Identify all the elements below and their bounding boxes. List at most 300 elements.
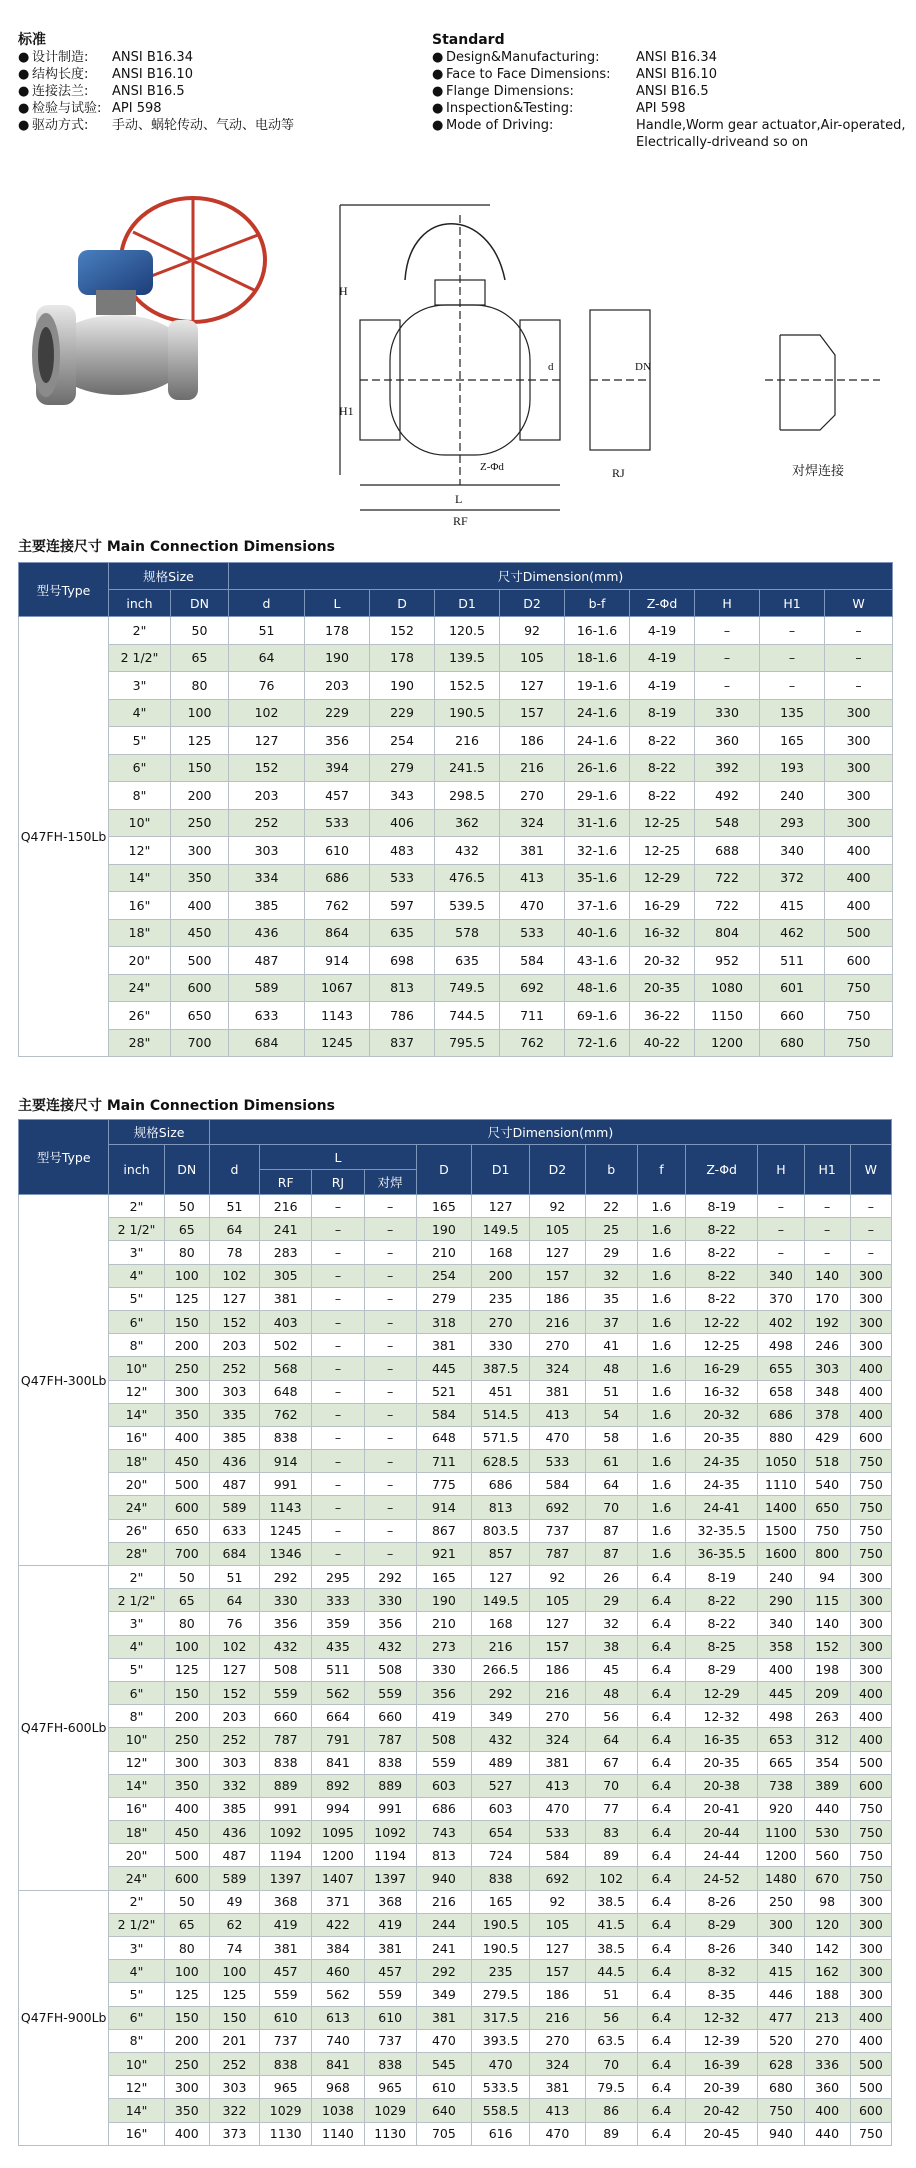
table-cell: 250 — [758, 1890, 804, 1913]
table-cell: 559 — [416, 1751, 471, 1774]
table-cell: 139.5 — [435, 644, 500, 672]
table-cell: 400 — [164, 2122, 209, 2145]
dimension-table-150lb — [18, 562, 893, 1057]
table-cell: 20" — [109, 947, 171, 975]
table-cell: 216 — [530, 1310, 585, 1333]
table-row — [19, 1496, 892, 1519]
table-cell: 684 — [229, 1029, 305, 1057]
table-cell: 750 — [850, 1473, 891, 1496]
table-cell: 162 — [804, 1960, 850, 1983]
drawing-label-d: d — [548, 361, 554, 373]
table-cell: 1.6 — [637, 1195, 685, 1218]
table-row — [19, 1218, 892, 1241]
table-cell: – — [312, 1403, 364, 1426]
table-cell: 300 — [850, 1612, 891, 1635]
table-cell: 56 — [585, 2006, 637, 2029]
table-cell: 520 — [758, 2029, 804, 2052]
table-cell: 86 — [585, 2099, 637, 2122]
table-row — [19, 699, 893, 727]
table-cell: 394 — [305, 754, 370, 782]
table-row — [19, 809, 893, 837]
table-cell: 8" — [109, 2029, 164, 2052]
table-cell: 324 — [530, 1357, 585, 1380]
table-cell: 40-1.6 — [565, 919, 630, 947]
table-cell: 436 — [229, 919, 305, 947]
table-cell: 3" — [109, 1937, 164, 1960]
table-cell: 648 — [416, 1426, 471, 1449]
table-cell: 1.6 — [637, 1496, 685, 1519]
table-cell: 445 — [416, 1357, 471, 1380]
table-cell: 76 — [229, 672, 305, 700]
table-cell: 216 — [416, 1890, 471, 1913]
table-cell: 1.6 — [637, 1450, 685, 1473]
table-cell: 349 — [472, 1705, 530, 1728]
table-cell: 370 — [758, 1287, 804, 1310]
table-cell: 14" — [109, 1774, 164, 1797]
table-cell: 1130 — [364, 2122, 416, 2145]
table-cell: 500 — [850, 2052, 891, 2075]
table-cell: 343 — [370, 782, 435, 810]
table-cell: 300 — [164, 2076, 209, 2099]
table-cell: 356 — [260, 1612, 312, 1635]
table-cell: 1400 — [758, 1496, 804, 1519]
table-cell: 10" — [109, 2052, 164, 2075]
table-cell: 1.6 — [637, 1473, 685, 1496]
table-cell: 6.4 — [637, 1867, 685, 1890]
table-cell: 432 — [364, 1635, 416, 1658]
table-cell: 1067 — [305, 974, 370, 1002]
table-cell: 127 — [472, 1566, 530, 1589]
table-cell: 26" — [109, 1519, 164, 1542]
table-cell: 188 — [804, 1983, 850, 2006]
table-cell: – — [364, 1195, 416, 1218]
col-header: D2 — [530, 1145, 585, 1195]
standard-row — [18, 66, 294, 83]
table-cell: 105 — [530, 1589, 585, 1612]
table-cell: 2 1/2" — [109, 1589, 164, 1612]
table-cell: 150 — [164, 1310, 209, 1333]
table-cell: 360 — [804, 2076, 850, 2099]
table-cell: 670 — [804, 1867, 850, 1890]
table-cell: 94 — [804, 1566, 850, 1589]
table-cell: 300 — [758, 1913, 804, 1936]
table-cell: 210 — [416, 1241, 471, 1264]
table-cell: 857 — [472, 1542, 530, 1565]
table-cell: 603 — [472, 1797, 530, 1820]
table-cell: 470 — [530, 1426, 585, 1449]
table-cell: 100 — [164, 1960, 209, 1983]
col-header: Z-Φd — [630, 590, 695, 617]
table-cell: 1143 — [305, 1002, 370, 1030]
table-cell: 216 — [435, 727, 500, 755]
table-cell: 750 — [850, 1450, 891, 1473]
table-cell: 762 — [260, 1403, 312, 1426]
valve-photo — [18, 190, 328, 390]
col-header: W — [850, 1145, 891, 1195]
table-cell: 20-35 — [686, 1751, 758, 1774]
standard-row — [432, 117, 916, 151]
table-cell: 32-35.5 — [686, 1519, 758, 1542]
col-dimension: 尺寸Dimension(mm) — [209, 1120, 891, 1145]
table-cell: 63.5 — [585, 2029, 637, 2052]
table-cell: 841 — [312, 1751, 364, 1774]
table-cell: 12-29 — [630, 864, 695, 892]
table-cell: – — [758, 1195, 804, 1218]
table-cell: 457 — [305, 782, 370, 810]
table-cell: 402 — [758, 1310, 804, 1333]
table-cell: 400 — [850, 2006, 891, 2029]
table-cell: 229 — [305, 699, 370, 727]
table-cell: 500 — [171, 947, 229, 975]
table-cell: 300 — [850, 1937, 891, 1960]
drawing-label-rf: RF — [453, 514, 468, 528]
drawing-label-h1: H1 — [339, 404, 354, 418]
table-cell: 1245 — [305, 1029, 370, 1057]
table-cell: 540 — [804, 1473, 850, 1496]
table-cell: 300 — [825, 754, 893, 782]
table-cell: 200 — [164, 2029, 209, 2052]
table-cell: 389 — [804, 1774, 850, 1797]
table-cell: 749.5 — [435, 974, 500, 1002]
table-cell: – — [364, 1357, 416, 1380]
table-row — [19, 1797, 892, 1820]
table-cell: 1029 — [364, 2099, 416, 2122]
table-cell: 562 — [312, 1983, 364, 2006]
table-cell: 640 — [416, 2099, 471, 2122]
table-cell: 610 — [260, 2006, 312, 2029]
table-cell: 317.5 — [472, 2006, 530, 2029]
table-row — [19, 1566, 892, 1589]
table-cell: 24-35 — [686, 1473, 758, 1496]
table-cell: 1346 — [260, 1542, 312, 1565]
table-cell: 125 — [209, 1983, 259, 2006]
table-cell: 487 — [209, 1844, 259, 1867]
standard-value: ANSI B16.5 — [636, 84, 709, 99]
table-cell: 6.4 — [637, 2006, 685, 2029]
table-cell: 250 — [164, 1357, 209, 1380]
table-cell: 300 — [850, 1658, 891, 1681]
table-cell: 58 — [585, 1426, 637, 1449]
table-cell: 740 — [312, 2029, 364, 2052]
table-cell: 5" — [109, 1287, 164, 1310]
table-cell: – — [364, 1426, 416, 1449]
col-size: 规格Size — [109, 1120, 209, 1145]
table-cell: 356 — [305, 727, 370, 755]
table-cell: 5" — [109, 727, 171, 755]
table-row — [19, 1658, 892, 1681]
table-cell: – — [364, 1264, 416, 1287]
table-cell: 680 — [760, 1029, 825, 1057]
table-cell: 186 — [500, 727, 565, 755]
table-cell: 6.4 — [637, 2052, 685, 2075]
table-cell: 965 — [364, 2076, 416, 2099]
table-cell: 653 — [758, 1728, 804, 1751]
table-cell: 1140 — [312, 2122, 364, 2145]
table-cell: 373 — [209, 2122, 259, 2145]
table-cell: 152 — [209, 1681, 259, 1704]
table-cell: 102 — [209, 1264, 259, 1287]
table-cell: 750 — [850, 1821, 891, 1844]
table-cell: 244 — [416, 1913, 471, 1936]
table-cell: 559 — [364, 1681, 416, 1704]
table-cell: 610 — [364, 2006, 416, 2029]
table-cell: 750 — [825, 974, 893, 1002]
table-cell: 51 — [585, 1983, 637, 2006]
table-cell: 1092 — [260, 1821, 312, 1844]
table-cell: 186 — [530, 1983, 585, 2006]
col-header-l: L — [260, 1145, 417, 1170]
table-cell: 41 — [585, 1334, 637, 1357]
standard-label: 检验与试验: — [32, 101, 102, 116]
table-cell: 8" — [109, 782, 171, 810]
table-cell: 4-19 — [630, 672, 695, 700]
table-cell: 1407 — [312, 1867, 364, 1890]
table-cell: 1194 — [260, 1844, 312, 1867]
table-cell: 38.5 — [585, 1890, 637, 1913]
table-cell: 92 — [530, 1195, 585, 1218]
table-cell: 8-22 — [630, 727, 695, 755]
table-cell: 203 — [229, 782, 305, 810]
table-cell: 190.5 — [472, 1937, 530, 1960]
table-cell: 254 — [416, 1264, 471, 1287]
table-cell: 613 — [312, 2006, 364, 2029]
table-cell: 105 — [530, 1218, 585, 1241]
table-cell: 658 — [758, 1380, 804, 1403]
table-cell: 660 — [260, 1705, 312, 1728]
table-cell: 50 — [171, 617, 229, 645]
table-cell: 1245 — [260, 1519, 312, 1542]
table-cell: 6" — [109, 2006, 164, 2029]
table-cell: 584 — [530, 1473, 585, 1496]
table-cell: 8-22 — [686, 1218, 758, 1241]
table-row — [19, 2122, 892, 2145]
table-cell: – — [760, 644, 825, 672]
standard-label: Mode of Driving: — [446, 118, 554, 133]
table-cell: 686 — [758, 1403, 804, 1426]
table-cell: 838 — [364, 1751, 416, 1774]
table-cell: 533.5 — [472, 2076, 530, 2099]
table-cell: 1480 — [758, 1867, 804, 1890]
col-header: RF — [260, 1170, 312, 1195]
table-cell: 8-22 — [686, 1241, 758, 1264]
standard-label: 结构长度: — [32, 67, 89, 82]
table-cell: 1.6 — [637, 1426, 685, 1449]
table-cell: 750 — [850, 1797, 891, 1820]
table-cell: 400 — [850, 1357, 891, 1380]
table-cell: 568 — [260, 1357, 312, 1380]
table-cell: 292 — [364, 1566, 416, 1589]
table-cell: 70 — [585, 1496, 637, 1519]
table-cell: 775 — [416, 1473, 471, 1496]
table-cell: 786 — [370, 1002, 435, 1030]
table-cell: 6.4 — [637, 1913, 685, 1936]
table-cell: 400 — [825, 892, 893, 920]
table-cell: 360 — [695, 727, 760, 755]
table-cell: 991 — [260, 1797, 312, 1820]
col-header: 对焊 — [364, 1170, 416, 1195]
table-cell: 350 — [164, 2099, 209, 2122]
table-cell: 584 — [530, 1844, 585, 1867]
table-row — [19, 1937, 892, 1960]
table-cell: 803.5 — [472, 1519, 530, 1542]
table-cell: 600 — [171, 974, 229, 1002]
table-cell: 914 — [305, 947, 370, 975]
table-cell: 508 — [416, 1728, 471, 1751]
dimension-table-300-900lb — [18, 1119, 892, 2146]
table-row — [19, 1635, 892, 1658]
table-cell: 381 — [260, 1937, 312, 1960]
table-cell: 436 — [209, 1450, 259, 1473]
table-cell: 1100 — [758, 1821, 804, 1844]
standard-value: API 598 — [636, 101, 686, 116]
table-cell: 838 — [260, 1426, 312, 1449]
table-cell: 330 — [416, 1658, 471, 1681]
table-cell: 991 — [364, 1797, 416, 1820]
table-cell: 69-1.6 — [565, 1002, 630, 1030]
table-cell: 489 — [472, 1751, 530, 1774]
table-cell: 203 — [209, 1705, 259, 1728]
table-cell: 20-45 — [686, 2122, 758, 2145]
col-dimension: 尺寸Dimension(mm) — [229, 563, 893, 590]
table-cell: 216 — [530, 1681, 585, 1704]
table-cell: 5" — [109, 1658, 164, 1681]
table-cell: 20-41 — [686, 1797, 758, 1820]
table-cell: 385 — [209, 1797, 259, 1820]
table-cell: 655 — [758, 1357, 804, 1380]
table-cell: 400 — [804, 2099, 850, 2122]
table-cell: 303 — [209, 1751, 259, 1774]
table-cell: 372 — [760, 864, 825, 892]
table-cell: 419 — [260, 1913, 312, 1936]
table-cell: 330 — [472, 1334, 530, 1357]
table-cell: 711 — [500, 1002, 565, 1030]
table-cell: 14" — [109, 2099, 164, 2122]
table-cell: 77 — [585, 1797, 637, 1820]
type-label: Q47FH-900Lb — [19, 1890, 109, 2145]
table-cell: 330 — [364, 1589, 416, 1612]
col-header: D — [416, 1145, 471, 1195]
standard-cn-block — [18, 32, 294, 134]
table-cell: 700 — [164, 1542, 209, 1565]
table-cell: – — [364, 1310, 416, 1333]
table-cell: 300 — [825, 782, 893, 810]
table-cell: 633 — [209, 1519, 259, 1542]
table-cell: 312 — [804, 1728, 850, 1751]
table-cell: 393.5 — [472, 2029, 530, 2052]
table-cell: 6.4 — [637, 1890, 685, 1913]
table-cell: 10" — [109, 809, 171, 837]
standard-value: ANSI B16.10 — [636, 67, 717, 82]
table-cell: – — [364, 1380, 416, 1403]
table-cell: 54 — [585, 1403, 637, 1426]
standard-label: 驱动方式: — [32, 118, 89, 133]
table-cell: 1.6 — [637, 1241, 685, 1264]
table-cell: 49 — [209, 1890, 259, 1913]
table-cell: – — [804, 1195, 850, 1218]
drawing-label-l: L — [455, 492, 463, 506]
table-cell: 150 — [171, 754, 229, 782]
drawing-label-butt-weld: 对焊连接 — [792, 463, 845, 478]
table-cell: 1143 — [260, 1496, 312, 1519]
table-cell: 12" — [109, 837, 171, 865]
table-row — [19, 2006, 892, 2029]
table-row — [19, 2029, 892, 2052]
table-cell: 1.6 — [637, 1264, 685, 1287]
table-cell: 6.4 — [637, 1751, 685, 1774]
table-cell: 387.5 — [472, 1357, 530, 1380]
table-cell: 470 — [472, 2052, 530, 2075]
table-cell: 400 — [850, 1403, 891, 1426]
table-cell: 65 — [171, 644, 229, 672]
table-cell: 539.5 — [435, 892, 500, 920]
table-cell: 787 — [530, 1542, 585, 1565]
table-row — [19, 1029, 893, 1057]
table-cell: 263 — [804, 1705, 850, 1728]
table-row — [19, 947, 893, 975]
table-row — [19, 2099, 892, 2122]
table-cell: – — [312, 1426, 364, 1449]
table-cell: 914 — [416, 1496, 471, 1519]
col-header: Z-Φd — [686, 1145, 758, 1195]
table-row — [19, 1357, 892, 1380]
table-cell: 80 — [164, 1612, 209, 1635]
table-cell: 571.5 — [472, 1426, 530, 1449]
table-cell: 300 — [825, 699, 893, 727]
standard-row — [432, 66, 916, 83]
table-cell: – — [312, 1380, 364, 1403]
table-cell: – — [364, 1403, 416, 1426]
table-cell: 200 — [472, 1264, 530, 1287]
table-cell: 787 — [260, 1728, 312, 1751]
section1-title: 主要连接尺寸 Main Connection Dimensions — [18, 539, 335, 555]
table-cell: 750 — [850, 2122, 891, 2145]
table-cell: 1.6 — [637, 1287, 685, 1310]
table-cell: 78 — [209, 1241, 259, 1264]
table-cell: 300 — [850, 1334, 891, 1357]
table-cell: 738 — [758, 1774, 804, 1797]
table-cell: 102 — [209, 1635, 259, 1658]
drawing-label-dn: DN — [635, 361, 651, 373]
table-cell: 330 — [695, 699, 760, 727]
section2-title: 主要连接尺寸 Main Connection Dimensions — [18, 1098, 335, 1114]
table-cell: 400 — [164, 1797, 209, 1820]
table-cell: – — [312, 1473, 364, 1496]
table-cell: 193 — [760, 754, 825, 782]
table-cell: 813 — [416, 1844, 471, 1867]
table-cell: 492 — [695, 782, 760, 810]
table-cell: – — [850, 1241, 891, 1264]
table-cell: 24" — [109, 1867, 164, 1890]
table-row — [19, 1473, 892, 1496]
table-cell: 664 — [312, 1705, 364, 1728]
table-cell: 37-1.6 — [565, 892, 630, 920]
table-cell: 940 — [416, 1867, 471, 1890]
table-cell: 70 — [585, 2052, 637, 2075]
col-header: W — [825, 590, 893, 617]
standard-row — [432, 100, 916, 117]
table-cell: 35 — [585, 1287, 637, 1310]
table-cell: 127 — [472, 1195, 530, 1218]
standard-value: Handle,Worm gear actuator,Air-operated, Electrically-driveand so on — [636, 118, 906, 150]
table-cell: 235 — [472, 1960, 530, 1983]
table-row — [19, 672, 893, 700]
table-cell: 750 — [850, 1867, 891, 1890]
table-cell: 6" — [109, 1310, 164, 1333]
table-cell: 16-35 — [686, 1728, 758, 1751]
table-cell: 500 — [164, 1473, 209, 1496]
table-cell: 737 — [530, 1519, 585, 1542]
table-cell: 303 — [804, 1357, 850, 1380]
